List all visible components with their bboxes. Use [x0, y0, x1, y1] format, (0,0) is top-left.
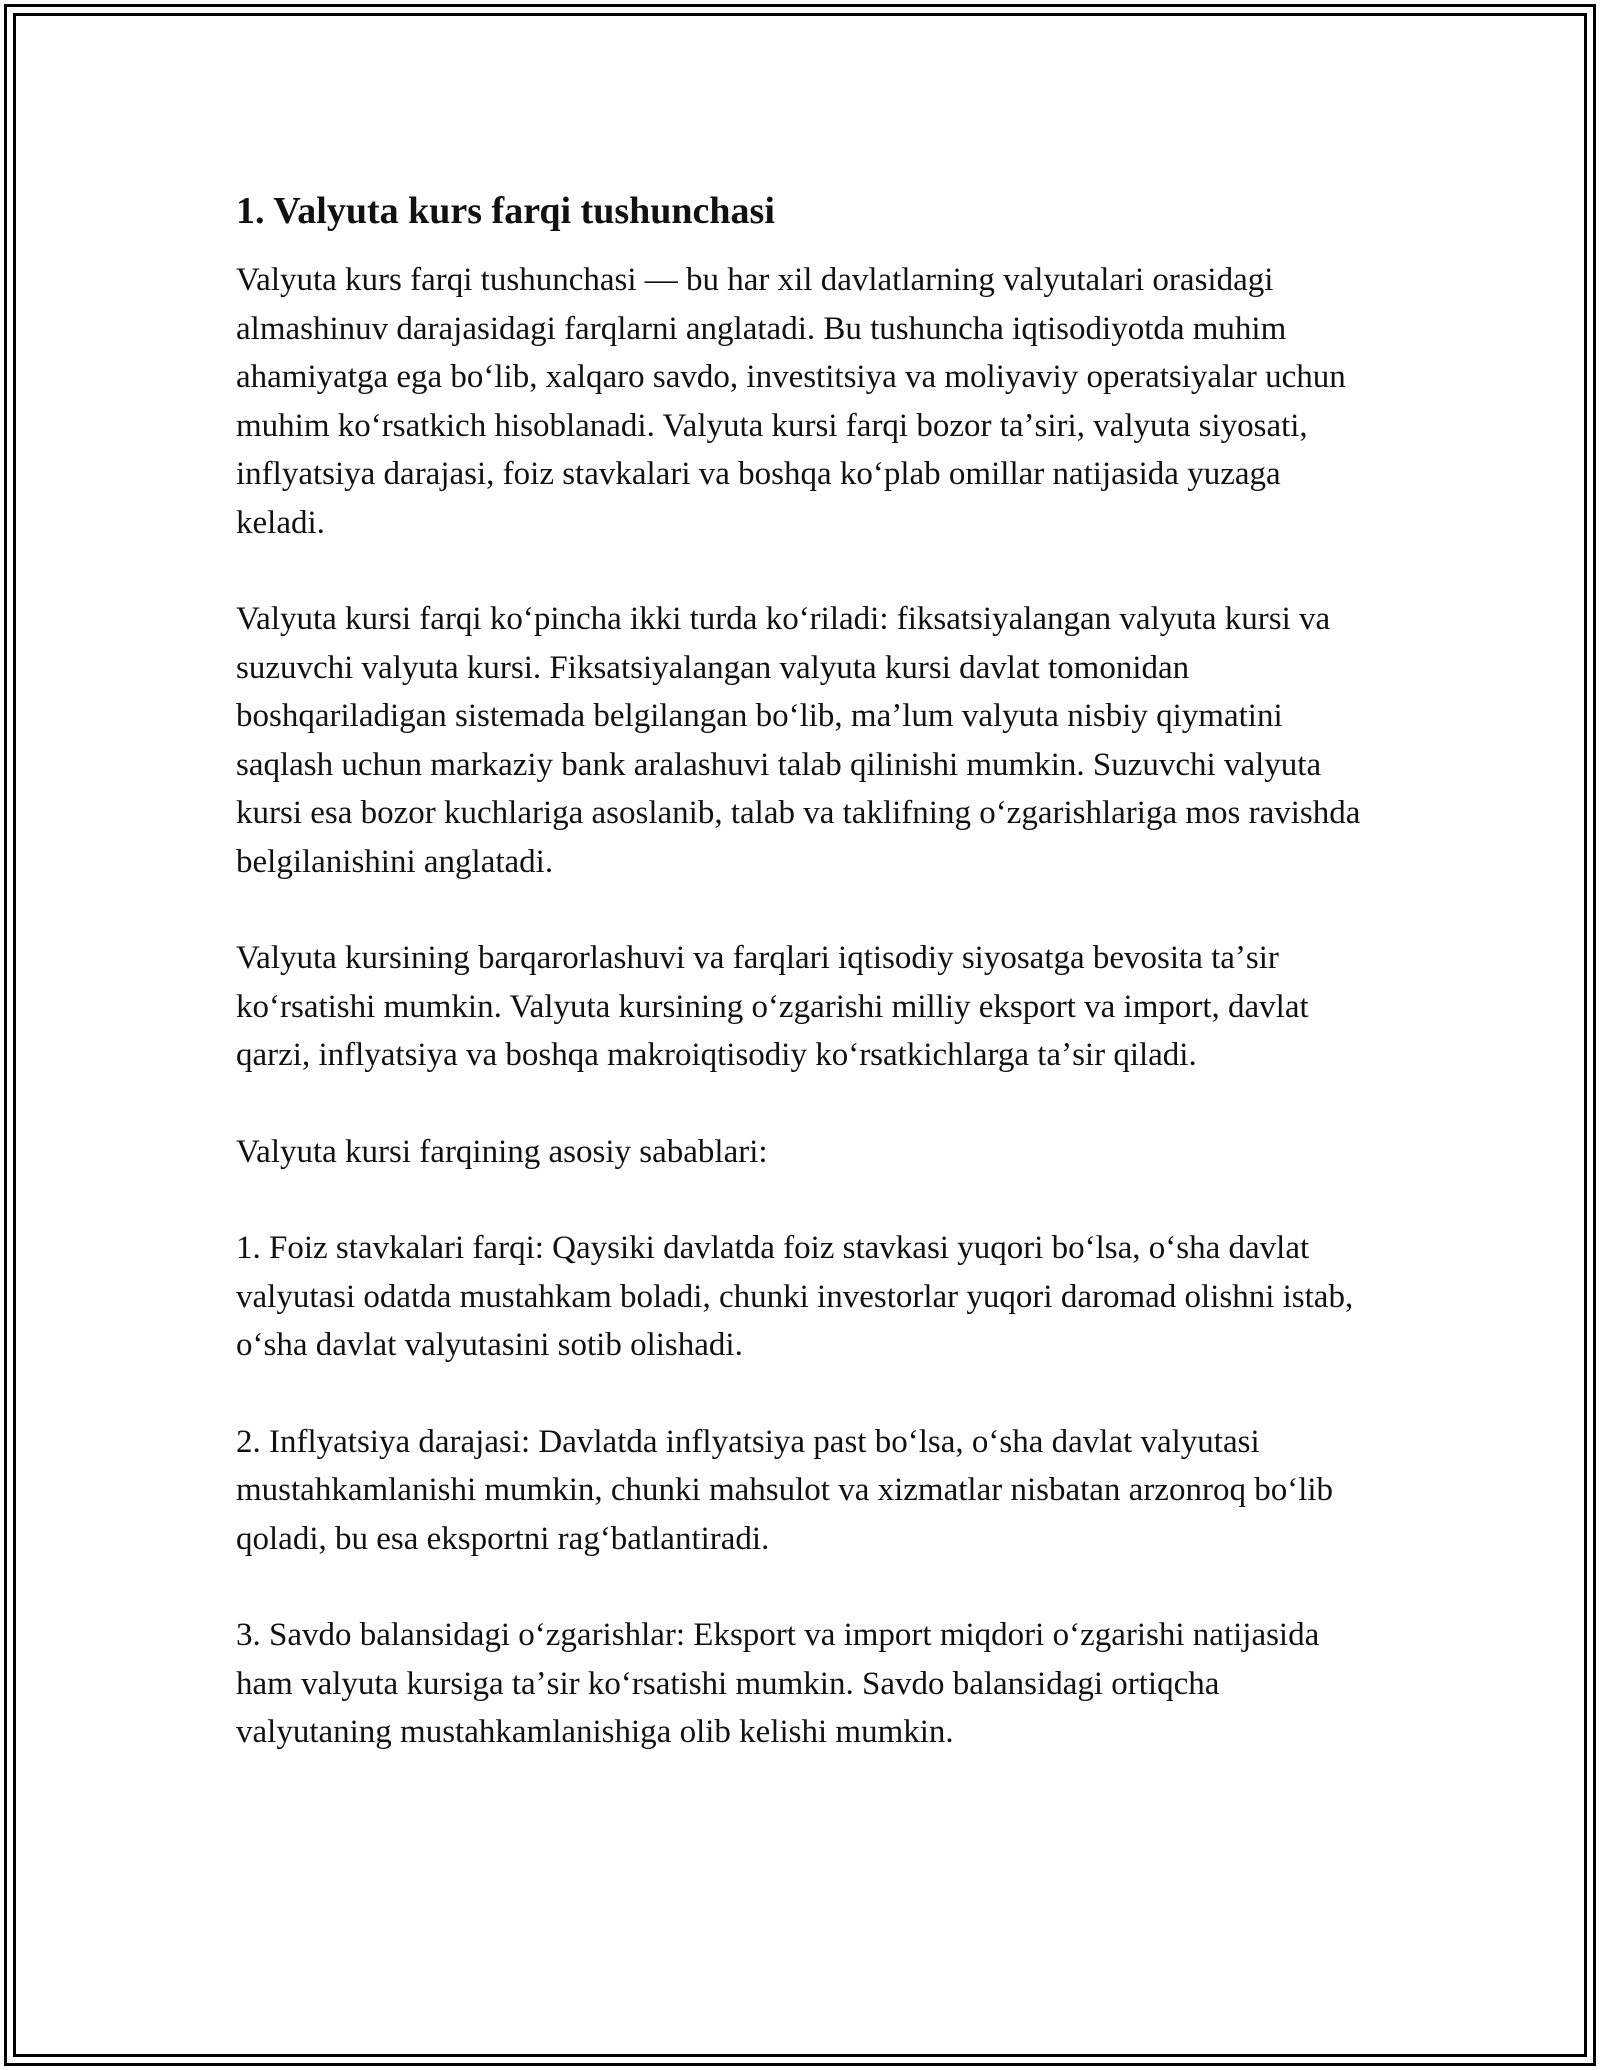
- paragraph-types: Valyuta kursi farqi koʻpincha ikki turda koʻriladi: fiksatsiyalangan valyuta kursi va suzuvchi valyuta kursi. Fiksatsiyalangan valyuta kursi davlat tomonidan boshqariladigan sistemada belgilangan boʻlib, maʼlum valyuta nisbiy qiymatini saqlash uchun markaziy bank aralashuvi talab qilinishi mumkin. Suzuvchi valyuta kursi esa bozor kuchlariga asoslanib, talab va taklifning oʻzgarishlariga mos ravishda belgilanishini anglatadi.: [236, 601, 1361, 880]
- list-item-inflation: 2. Inflyatsiya darajasi: Davlatda inflyatsiya past boʻlsa, oʻsha davlat valyutasi mustahkamlanishi mumkin, chunki mahsulot va xizmatlar nisbatan arzonroq boʻlib qoladi, bu esa eksportni ragʻbatlantiradi.: [236, 1423, 1334, 1557]
- list-item-interest-rates: 1. Foiz stavkalari farqi: Qaysiki davlatda foiz stavkasi yuqori boʻlsa, oʻsha davlat valyutasi odatda mustahkam boladi, chunki investorlar yuqori daromad olishni istab, oʻsha davlat valyutasini sotib olishadi.: [236, 1230, 1354, 1363]
- list-item-trade-balance: 3. Savdo balansidagi oʻzgarishlar: Eksport va import miqdori oʻzgarishi natijasida ham valyuta kursiga taʼsir koʻrsatishi mumkin. Savdo balansidagi ortiqcha valyutaning mustahkamlanishiga olib kelishi mumkin.: [236, 1617, 1320, 1750]
- paragraph-causes-intro: Valyuta kursi farqining asosiy sabablari:: [236, 1133, 768, 1170]
- paragraph-definition: Valyuta kurs farqi tushunchasi — bu har xil davlatlarning valyutalari orasidagi almashinuv darajasidagi farqlarni anglatadi. Bu tushuncha iqtisodiyotda muhim ahamiyatga ega boʻlib, xalqaro savdo, investitsiya va moliyaviy operatsiyalar uchun muhim koʻrsatkich hisoblanadi. Valyuta kursi farqi bozor taʼsiri, valyuta siyosati, inflyatsiya darajasi, foiz stavkalari va boshqa koʻplab omillar natijasida yuzaga keladi.: [236, 262, 1346, 541]
- section-heading: 1. Valyuta kurs farqi tushunchasi: [236, 190, 775, 232]
- paragraph-policy-impact: Valyuta kursining barqarorlashuvi va farqlari iqtisodiy siyosatga bevosita taʼsir koʻrsatishi mumkin. Valyuta kursining oʻzgarishi milliy eksport va import, davlat qarzi, inflyatsiya va boshqa makroiqtisodiy koʻrsatkichlarga taʼsir qiladi.: [236, 940, 1309, 1073]
- document-body: [236, 186, 1376, 1805]
